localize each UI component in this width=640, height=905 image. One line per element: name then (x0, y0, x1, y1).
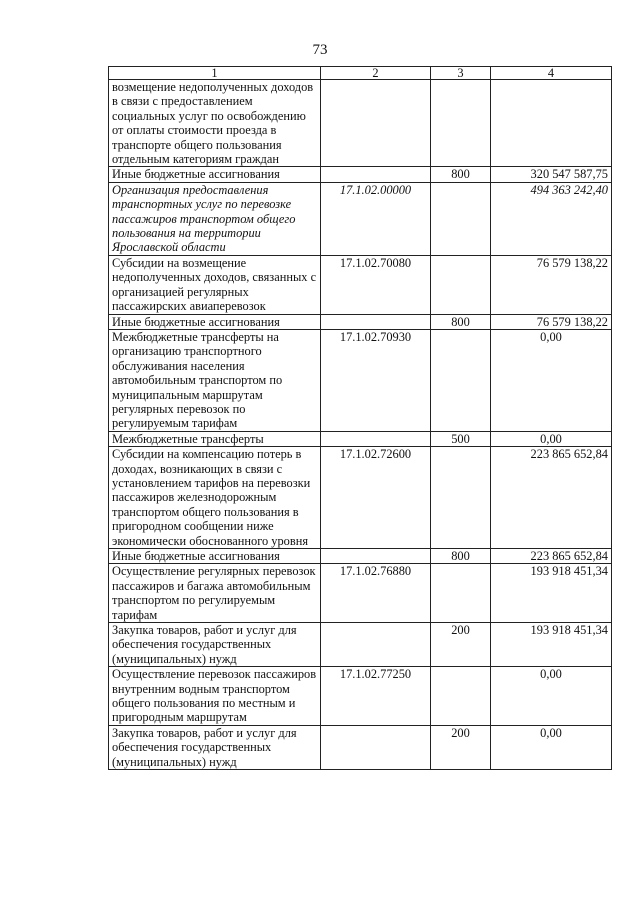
row-expense-type (431, 255, 491, 314)
row-code (321, 314, 431, 329)
row-code (321, 725, 431, 769)
row-expense-type: 200 (431, 623, 491, 667)
row-amount: 0,00 (491, 329, 612, 431)
row-expense-type: 800 (431, 549, 491, 564)
row-expense-type (431, 564, 491, 623)
header-col-4: 4 (491, 67, 612, 80)
row-amount: 0,00 (491, 431, 612, 446)
row-amount: 223 865 652,84 (491, 447, 612, 549)
budget-table (108, 66, 612, 770)
table-row (109, 255, 612, 314)
row-name: Закупка товаров, работ и услуг для обеспечения государственных (муниципальных) нужд (109, 623, 321, 667)
row-name: Иные бюджетные ассигнования (109, 314, 321, 329)
header-row (109, 67, 612, 80)
row-name: Субсидии на возмещение недополученных доходов, связанных с организацией регулярных пассажирских авиаперевозок (109, 255, 321, 314)
row-name: Осуществление регулярных перевозок пассажиров и багажа автомобильным транспортом по регулируемым тарифам (109, 564, 321, 623)
row-code (321, 80, 431, 167)
table-row (109, 725, 612, 769)
row-amount: 193 918 451,34 (491, 623, 612, 667)
row-code: 17.1.02.76880 (321, 564, 431, 623)
row-expense-type: 800 (431, 314, 491, 329)
table-body (109, 80, 612, 770)
row-expense-type (431, 329, 491, 431)
row-code (321, 431, 431, 446)
row-code (321, 623, 431, 667)
row-name: Осуществление перевозок пассажиров внутренним водным транспортом общего пользования по местным и пригородным маршрутам (109, 667, 321, 726)
row-expense-type: 800 (431, 167, 491, 182)
row-name: Иные бюджетные ассигнования (109, 167, 321, 182)
row-code: 17.1.02.72600 (321, 447, 431, 549)
row-name: Закупка товаров, работ и услуг для обеспечения государственных (муниципальных) нужд (109, 725, 321, 769)
table-row (109, 447, 612, 549)
row-name: Организация предоставления транспортных услуг по перевозке пассажиров транспортом общего пользования на территории Ярославской области (109, 182, 321, 255)
row-name: Субсидии на компенсацию потерь в доходах, возникающих в связи с установлением тарифов на перевозки пассажиров железнодорожным транспортом общего пользования в пригородном сообщении ниже экономически обоснованного уровня (109, 447, 321, 549)
row-expense-type (431, 80, 491, 167)
row-amount: 320 547 587,75 (491, 167, 612, 182)
table-row (109, 182, 612, 255)
row-amount: 0,00 (491, 667, 612, 726)
table-row (109, 314, 612, 329)
row-amount: 494 363 242,40 (491, 182, 612, 255)
row-name: возмещение недополученных доходов в связи с предоставлением социальных услуг по освобождению от оплаты стоимости проезда в транспорте общего пользования отдельным категориям граждан (109, 80, 321, 167)
table-row (109, 623, 612, 667)
header-col-2: 2 (321, 67, 431, 80)
header-col-1: 1 (109, 67, 321, 80)
row-expense-type: 200 (431, 725, 491, 769)
row-name: Межбюджетные трансферты на организацию транспортного обслуживания населения автомобильным транспортом по муниципальным маршрутам регулярных перевозок по регулируемым тарифам (109, 329, 321, 431)
row-amount: 0,00 (491, 725, 612, 769)
row-expense-type (431, 667, 491, 726)
row-code: 17.1.02.70930 (321, 329, 431, 431)
table-row (109, 329, 612, 431)
row-code (321, 549, 431, 564)
row-code: 17.1.02.00000 (321, 182, 431, 255)
table-header (109, 67, 612, 80)
row-amount: 223 865 652,84 (491, 549, 612, 564)
table-row (109, 431, 612, 446)
row-code: 17.1.02.70080 (321, 255, 431, 314)
row-amount: 193 918 451,34 (491, 564, 612, 623)
page-number: 73 (312, 42, 328, 58)
table-row (109, 564, 612, 623)
row-code: 17.1.02.77250 (321, 667, 431, 726)
row-name: Иные бюджетные ассигнования (109, 549, 321, 564)
row-expense-type (431, 447, 491, 549)
row-name: Межбюджетные трансферты (109, 431, 321, 446)
row-amount: 76 579 138,22 (491, 314, 612, 329)
table-row (109, 80, 612, 167)
row-expense-type: 500 (431, 431, 491, 446)
row-amount: 76 579 138,22 (491, 255, 612, 314)
table-row (109, 549, 612, 564)
table-row (109, 167, 612, 182)
row-amount (491, 80, 612, 167)
table-row (109, 667, 612, 726)
row-code (321, 167, 431, 182)
header-col-3: 3 (431, 67, 491, 80)
row-expense-type (431, 182, 491, 255)
